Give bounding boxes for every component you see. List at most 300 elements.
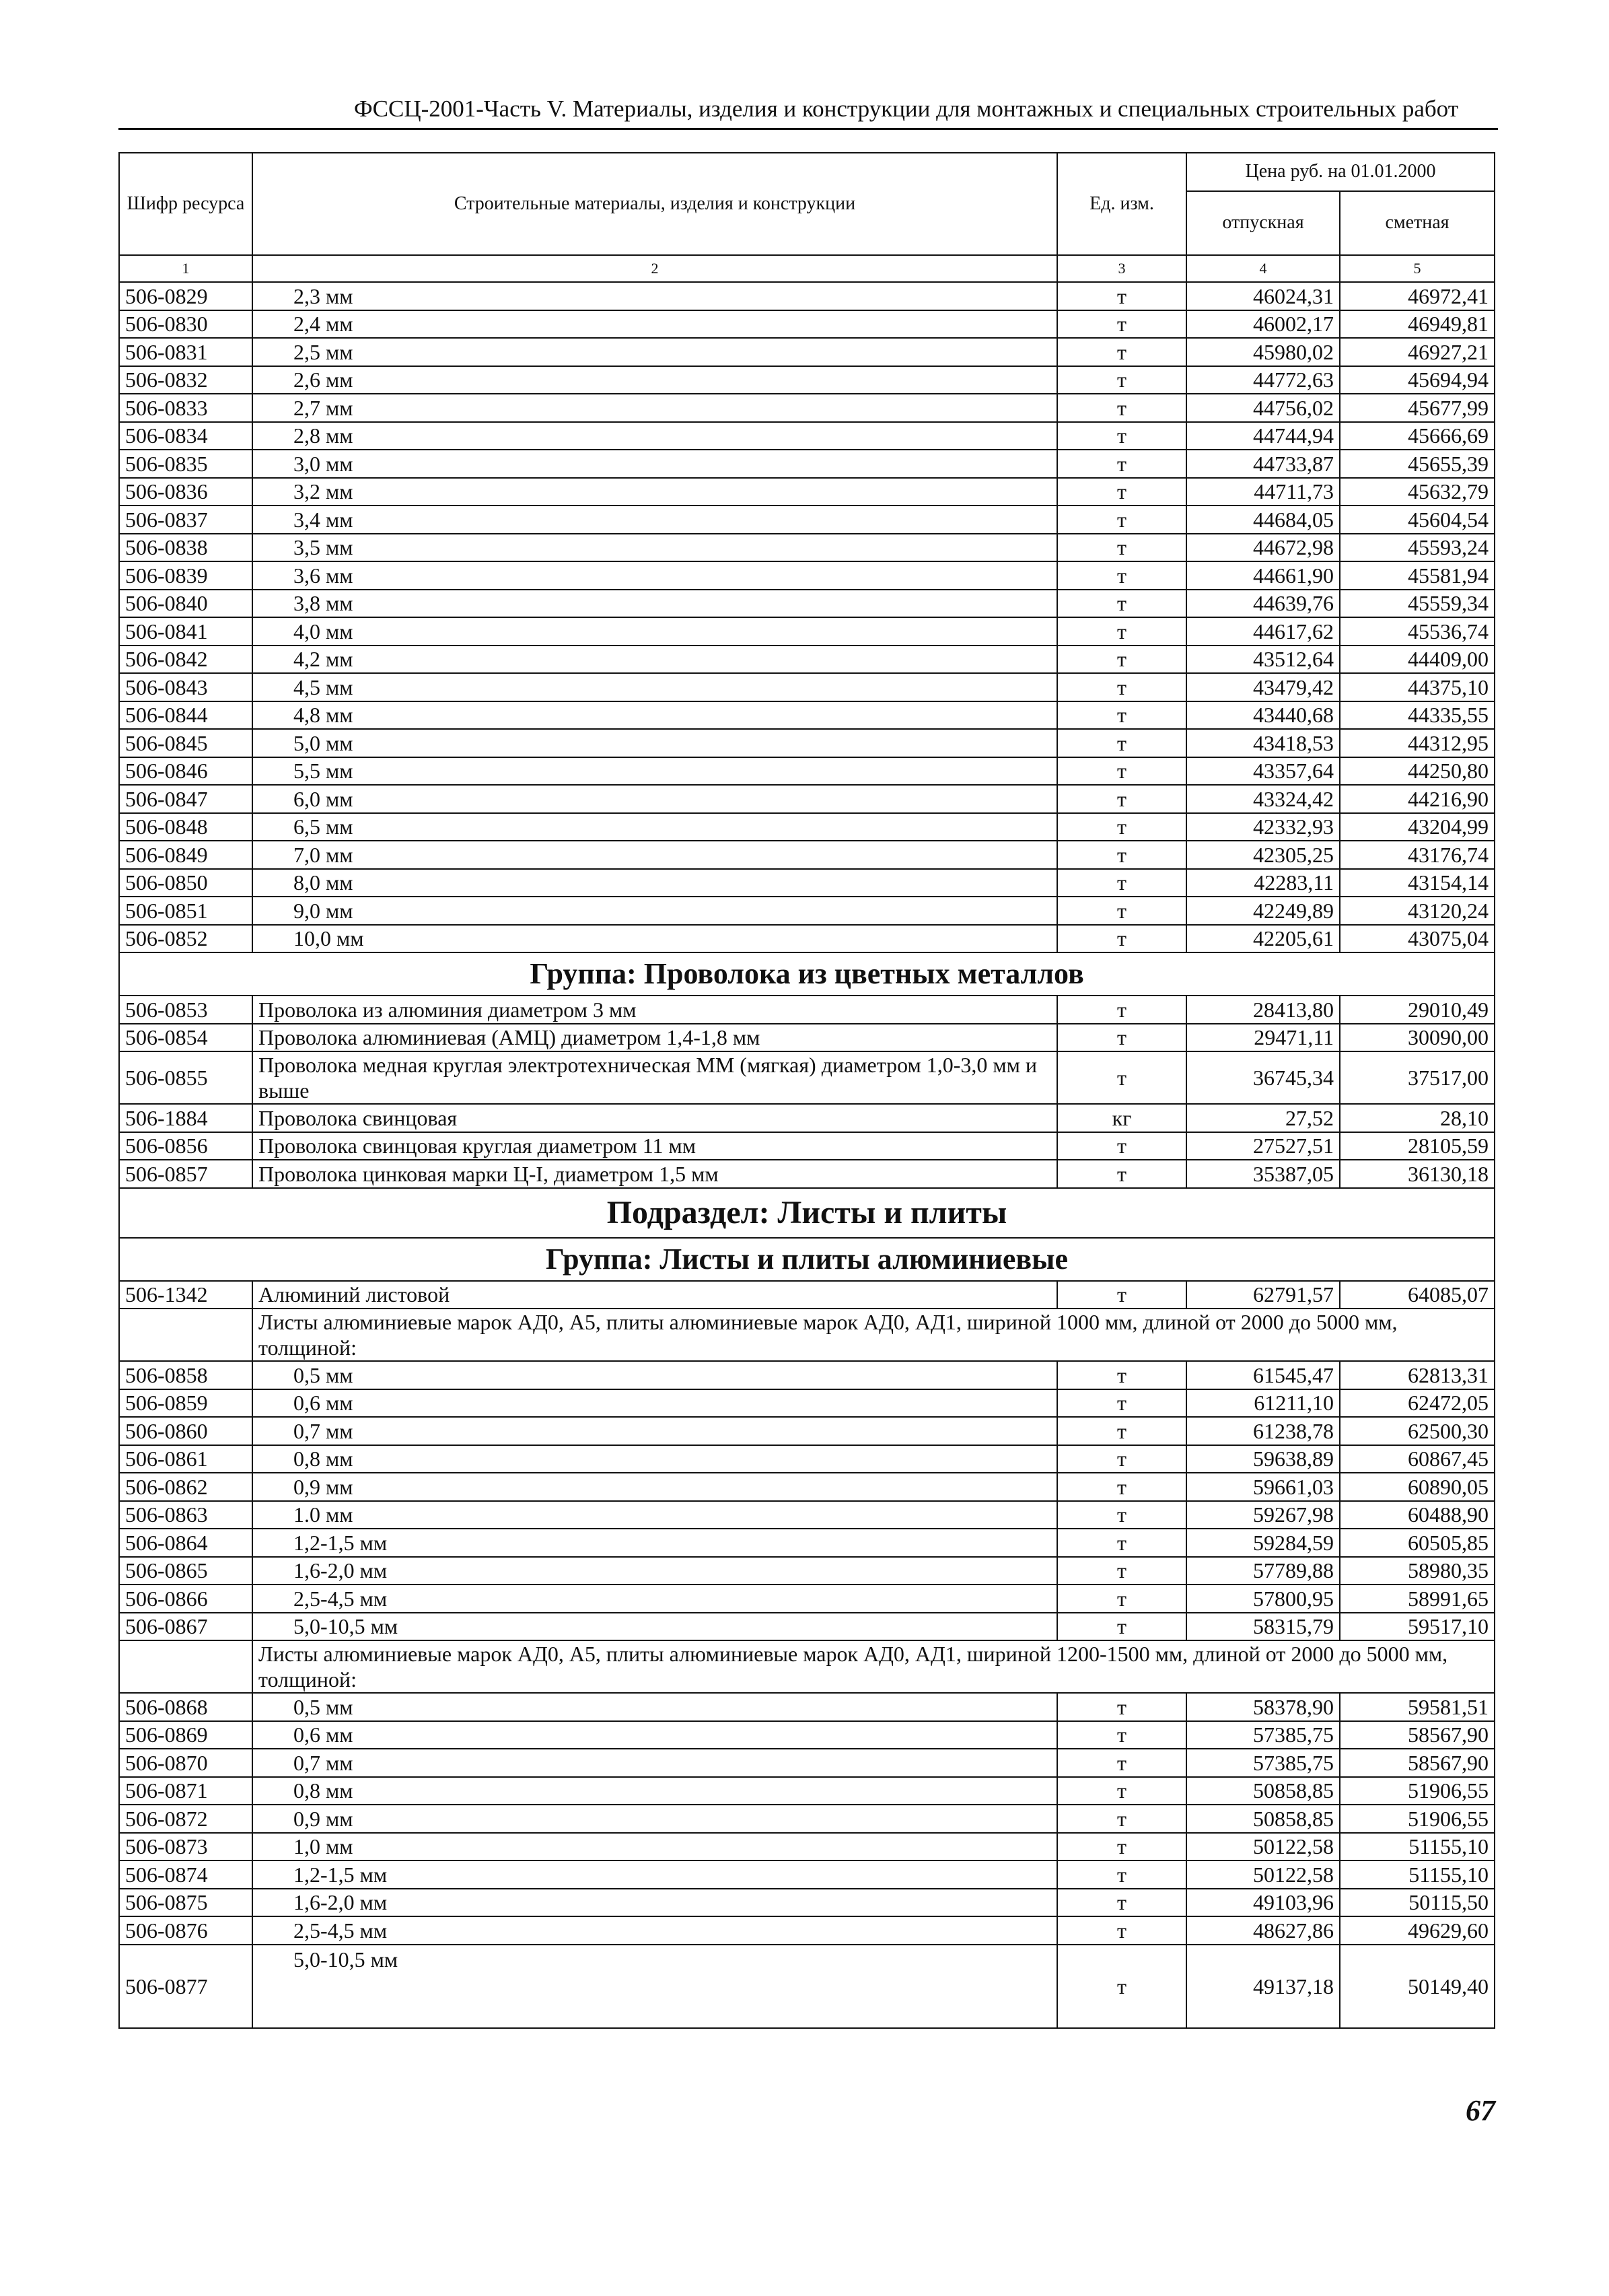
row-price-out: 44639,76: [1186, 590, 1340, 618]
row-price-est: 45632,79: [1340, 478, 1495, 506]
row-name: 0,6 мм: [252, 1721, 1057, 1749]
table-row: [119, 1529, 1495, 1557]
row-code: 506-0859: [119, 1389, 252, 1418]
row-code: 506-0858: [119, 1361, 252, 1389]
row-code: 506-0839: [119, 561, 252, 590]
row-unit: т: [1057, 394, 1186, 422]
row-code: 506-0857: [119, 1160, 252, 1188]
row-unit: кг: [1057, 1104, 1186, 1132]
row-unit: т: [1057, 673, 1186, 701]
row-name: 2,5 мм: [252, 338, 1057, 366]
row-code: 506-0867: [119, 1613, 252, 1641]
row-code: 506-0865: [119, 1557, 252, 1585]
row-name: 0,7 мм: [252, 1749, 1057, 1777]
row-name: 4,5 мм: [252, 673, 1057, 701]
row-price-out: 61211,10: [1186, 1389, 1340, 1418]
row-unit: т: [1057, 1693, 1186, 1721]
col-number: 3: [1057, 255, 1186, 282]
table-row: [119, 673, 1495, 701]
row-price-est: 45593,24: [1340, 534, 1495, 562]
row-price-est: 45604,54: [1340, 506, 1495, 534]
row-price-est: 59581,51: [1340, 1693, 1495, 1721]
row-name: 4,2 мм: [252, 646, 1057, 674]
row-code: 506-0872: [119, 1805, 252, 1833]
row-price-est: 46949,81: [1340, 310, 1495, 339]
col-number: 4: [1186, 255, 1340, 282]
row-price-out: 50122,58: [1186, 1860, 1340, 1889]
row-unit: т: [1057, 841, 1186, 869]
row-price-est: 60505,85: [1340, 1529, 1495, 1557]
rows-sheets-1000: [119, 1361, 1495, 1640]
col-header-unit: Ед. изм.: [1057, 153, 1186, 255]
row-unit: т: [1057, 1833, 1186, 1861]
row-price-out: 44684,05: [1186, 506, 1340, 534]
row-price-out: 44772,63: [1186, 366, 1340, 394]
row-price-est: 62500,30: [1340, 1417, 1495, 1445]
row-unit: т: [1057, 701, 1186, 730]
rows-sheets-1200: [119, 1693, 1495, 1945]
row-unit: т: [1057, 1860, 1186, 1889]
row-price-est: 60488,90: [1340, 1501, 1495, 1529]
row-price-out: 42305,25: [1186, 841, 1340, 869]
row-price-est: 51155,10: [1340, 1833, 1495, 1861]
row-price-out: 42205,61: [1186, 925, 1340, 953]
row-unit: т: [1057, 757, 1186, 786]
row-code: 506-0842: [119, 646, 252, 674]
row-price-est: 45655,39: [1340, 450, 1495, 478]
row-code: 506-0860: [119, 1417, 252, 1445]
row-price-est: 58980,35: [1340, 1557, 1495, 1585]
col-header-name: Строительные материалы, изделия и конструкции: [252, 153, 1057, 255]
row-code: 506-0832: [119, 366, 252, 394]
row-unit: т: [1057, 282, 1186, 310]
row-unit: т: [1057, 590, 1186, 618]
row-name: 2,4 мм: [252, 310, 1057, 339]
table-row: [119, 701, 1495, 730]
row-price-est: 43075,04: [1340, 925, 1495, 953]
row-price-est: 44250,80: [1340, 757, 1495, 786]
row-code: 506-0868: [119, 1693, 252, 1721]
row-code: 506-0854: [119, 1024, 252, 1052]
row-price-out: 44733,87: [1186, 450, 1340, 478]
row-price-out: 43512,64: [1186, 646, 1340, 674]
row-price-out: 29471,11: [1186, 1024, 1340, 1052]
row-price-est: 43154,14: [1340, 869, 1495, 897]
rows-nonferrous-wire: [119, 996, 1495, 1188]
table-row: [119, 590, 1495, 618]
row-unit: т: [1057, 1281, 1186, 1309]
row-price-out: 61545,47: [1186, 1361, 1340, 1389]
row-price-out: 49137,18: [1186, 1945, 1340, 2028]
row-unit: т: [1057, 617, 1186, 646]
row-code: 506-0851: [119, 897, 252, 925]
row-code: 506-0843: [119, 673, 252, 701]
row-unit: т: [1057, 897, 1186, 925]
row-code: 506-0840: [119, 590, 252, 618]
row-code: 506-0861: [119, 1445, 252, 1473]
table-row: [119, 1833, 1495, 1861]
running-header: ФССЦ-2001-Часть V. Материалы, изделия и конструкции для монтажных и специальных строительных работ: [354, 96, 1459, 122]
row-name: 2,8 мм: [252, 422, 1057, 450]
row-code: 506-0853: [119, 996, 252, 1024]
row-price-est: 51906,55: [1340, 1777, 1495, 1805]
row-unit: т: [1057, 1051, 1186, 1104]
group-heading-wire: Группа: Проволока из цветных металлов: [119, 952, 1495, 996]
table-row: [119, 282, 1495, 310]
row-name: Проволока свинцовая: [252, 1104, 1057, 1132]
row-code: 506-0836: [119, 478, 252, 506]
group-heading-sheets: Группа: Листы и плиты алюминиевые: [119, 1238, 1495, 1281]
row-price-est: 28105,59: [1340, 1132, 1495, 1160]
row-price-est: 60890,05: [1340, 1473, 1495, 1501]
row-name: 5,0 мм: [252, 729, 1057, 757]
table-row: [119, 1860, 1495, 1889]
row-price-est: 50115,50: [1340, 1889, 1495, 1917]
table-row: [119, 506, 1495, 534]
row-unit: т: [1057, 925, 1186, 953]
row-name: 0,6 мм: [252, 1389, 1057, 1418]
row-unit: т: [1057, 422, 1186, 450]
row-name: 6,5 мм: [252, 813, 1057, 841]
table-row: [119, 1721, 1495, 1749]
table-row: [119, 338, 1495, 366]
row-price-est: 45677,99: [1340, 394, 1495, 422]
row-name: 8,0 мм: [252, 869, 1057, 897]
row-unit: т: [1057, 506, 1186, 534]
table-row: [119, 1361, 1495, 1389]
row-price-est: 62472,05: [1340, 1389, 1495, 1418]
row-name: 0,9 мм: [252, 1805, 1057, 1833]
row-code: 506-0850: [119, 869, 252, 897]
row-price-est: 44409,00: [1340, 646, 1495, 674]
row-code: 506-0833: [119, 394, 252, 422]
col-number: 5: [1340, 255, 1495, 282]
row-code: 506-1342: [119, 1281, 252, 1309]
row-name: 4,8 мм: [252, 701, 1057, 730]
row-name: Проволока медная круглая электротехническая ММ (мягкая) диаметром 1,0-3,0 мм и выше: [252, 1051, 1057, 1104]
table-row: [119, 1281, 1495, 1309]
row-unit: т: [1057, 869, 1186, 897]
row-unit: т: [1057, 1132, 1186, 1160]
row-price-est: 29010,49: [1340, 996, 1495, 1024]
row-code: 506-0838: [119, 534, 252, 562]
row-price-est: 46972,41: [1340, 282, 1495, 310]
table-row: [119, 478, 1495, 506]
row-code: 506-0864: [119, 1529, 252, 1557]
table-row: [119, 561, 1495, 590]
row-name: 0,8 мм: [252, 1777, 1057, 1805]
page-number: 67: [1466, 2094, 1495, 2127]
row-code: 506-0876: [119, 1916, 252, 1945]
row-unit: т: [1057, 996, 1186, 1024]
table-row: [119, 1473, 1495, 1501]
row-price-est: 45666,69: [1340, 422, 1495, 450]
table-row: [119, 869, 1495, 897]
row-price-out: 57789,88: [1186, 1557, 1340, 1585]
row-unit: т: [1057, 1529, 1186, 1557]
row-price-est: 62813,31: [1340, 1361, 1495, 1389]
table-row: [119, 841, 1495, 869]
row-name: 3,0 мм: [252, 450, 1057, 478]
description-text-2: Листы алюминиевые марок АД0, А5, плиты алюминиевые марок АД0, АД1, шириной 1200-1500 мм, длиной от 2000 до 5000 мм, толщиной:: [252, 1640, 1495, 1693]
row-unit: т: [1057, 1805, 1186, 1833]
table-row: [119, 646, 1495, 674]
row-code: 506-0869: [119, 1721, 252, 1749]
row-name: 1,2-1,5 мм: [252, 1860, 1057, 1889]
row-name: 2,6 мм: [252, 366, 1057, 394]
table-row: [119, 1805, 1495, 1833]
row-code: 506-0830: [119, 310, 252, 339]
table-row: [119, 996, 1495, 1024]
table-row: [119, 1916, 1495, 1945]
table-row: [119, 1945, 1495, 2028]
row-name: 3,2 мм: [252, 478, 1057, 506]
row-name: 0,7 мм: [252, 1417, 1057, 1445]
row-price-out: 50122,58: [1186, 1833, 1340, 1861]
table-row: [119, 310, 1495, 339]
row-code: 506-0849: [119, 841, 252, 869]
row-price-out: 43479,42: [1186, 673, 1340, 701]
row-price-out: 57385,75: [1186, 1749, 1340, 1777]
row-unit: т: [1057, 646, 1186, 674]
row-price-out: 44672,98: [1186, 534, 1340, 562]
table-row: [119, 1777, 1495, 1805]
row-name: 5,0-10,5 мм: [252, 1945, 1057, 2028]
row-price-out: 44617,62: [1186, 617, 1340, 646]
row-code: 506-0871: [119, 1777, 252, 1805]
table-row: [119, 1104, 1495, 1132]
table-row: [119, 394, 1495, 422]
row-code: 506-0866: [119, 1585, 252, 1613]
row-price-out: 57385,75: [1186, 1721, 1340, 1749]
row-name: 6,0 мм: [252, 785, 1057, 813]
row-name: 7,0 мм: [252, 841, 1057, 869]
col-header-price-est: сметная: [1340, 191, 1495, 255]
row-name: 0,5 мм: [252, 1361, 1057, 1389]
col-header-price-out: отпускная: [1186, 191, 1340, 255]
row-name: 2,7 мм: [252, 394, 1057, 422]
row-unit: т: [1057, 1945, 1186, 2028]
row-price-out: 58378,90: [1186, 1693, 1340, 1721]
table-row: [119, 1749, 1495, 1777]
row-unit: т: [1057, 813, 1186, 841]
row-price-out: 59284,59: [1186, 1529, 1340, 1557]
table-row: [119, 1585, 1495, 1613]
row-code: 506-0844: [119, 701, 252, 730]
row-price-out: 42249,89: [1186, 897, 1340, 925]
row-price-out: 59661,03: [1186, 1473, 1340, 1501]
row-code: 506-0874: [119, 1860, 252, 1889]
row-unit: т: [1057, 1916, 1186, 1945]
row-unit: т: [1057, 1721, 1186, 1749]
table-row: [119, 422, 1495, 450]
row-code: 506-0837: [119, 506, 252, 534]
row-unit: т: [1057, 729, 1186, 757]
row-price-out: 43440,68: [1186, 701, 1340, 730]
table-row: [119, 897, 1495, 925]
row-name: 9,0 мм: [252, 897, 1057, 925]
row-unit: т: [1057, 1024, 1186, 1052]
table-row: [119, 1160, 1495, 1188]
row-code: 506-0855: [119, 1051, 252, 1104]
row-price-est: 64085,07: [1340, 1281, 1495, 1309]
row-price-est: 58567,90: [1340, 1721, 1495, 1749]
col-number: 1: [119, 255, 252, 282]
row-code: 506-0835: [119, 450, 252, 478]
row-price-out: 58315,79: [1186, 1613, 1340, 1641]
row-unit: т: [1057, 1585, 1186, 1613]
row-price-out: 44661,90: [1186, 561, 1340, 590]
row-unit: т: [1057, 785, 1186, 813]
row-name: Проволока цинковая марки Ц-I, диаметром 1,5 мм: [252, 1160, 1057, 1188]
row-price-est: 46927,21: [1340, 338, 1495, 366]
row-name: Проволока алюминиевая (АМЦ) диаметром 1,4-1,8 мм: [252, 1024, 1057, 1052]
row-name: 1,6-2,0 мм: [252, 1557, 1057, 1585]
subsection-heading: Подраздел: Листы и плиты: [119, 1188, 1495, 1238]
row-code: 506-0831: [119, 338, 252, 366]
row-price-est: 51155,10: [1340, 1860, 1495, 1889]
table-row: [119, 1693, 1495, 1721]
row-unit: т: [1057, 534, 1186, 562]
row-price-out: 59267,98: [1186, 1501, 1340, 1529]
col-header-code: Шифр ресурса: [119, 153, 252, 255]
row-price-est: 44375,10: [1340, 673, 1495, 701]
row-code: 506-0870: [119, 1749, 252, 1777]
row-price-est: 51906,55: [1340, 1805, 1495, 1833]
row-name: 1,0 мм: [252, 1833, 1057, 1861]
row-code: 506-0856: [119, 1132, 252, 1160]
row-code: 506-0862: [119, 1473, 252, 1501]
row-price-out: 46002,17: [1186, 310, 1340, 339]
table-row: [119, 1613, 1495, 1641]
table-row: [119, 534, 1495, 562]
col-number: 2: [252, 255, 1057, 282]
col-header-price: Цена руб. на 01.01.2000: [1186, 153, 1495, 191]
row-price-est: 45581,94: [1340, 561, 1495, 590]
price-table: [118, 152, 1495, 2029]
row-unit: т: [1057, 310, 1186, 339]
row-unit: т: [1057, 1389, 1186, 1418]
table-row: [119, 785, 1495, 813]
row-unit: т: [1057, 1361, 1186, 1389]
row-price-out: 27,52: [1186, 1104, 1340, 1132]
description-row: [119, 1640, 1495, 1693]
table-row: [119, 1557, 1495, 1585]
row-code: 506-0873: [119, 1833, 252, 1861]
row-unit: т: [1057, 561, 1186, 590]
table-row: [119, 1417, 1495, 1445]
table-row: [119, 757, 1495, 786]
row-name: 10,0 мм: [252, 925, 1057, 953]
row-name: 0,9 мм: [252, 1473, 1057, 1501]
row-price-out: 28413,80: [1186, 996, 1340, 1024]
rows-wire-sizes: [119, 282, 1495, 952]
row-name: 2,3 мм: [252, 282, 1057, 310]
row-price-out: 59638,89: [1186, 1445, 1340, 1473]
row-unit: т: [1057, 1445, 1186, 1473]
row-name: 5,0-10,5 мм: [252, 1613, 1057, 1641]
description-row: [119, 1309, 1495, 1361]
row-code: 506-0834: [119, 422, 252, 450]
table-row: [119, 450, 1495, 478]
row-code: 506-0845: [119, 729, 252, 757]
row-unit: т: [1057, 1501, 1186, 1529]
row-price-out: 43357,64: [1186, 757, 1340, 786]
row-code: 506-0847: [119, 785, 252, 813]
row-name: Проволока свинцовая круглая диаметром 11 мм: [252, 1132, 1057, 1160]
row-price-est: 50149,40: [1340, 1945, 1495, 2028]
row-price-est: 45559,34: [1340, 590, 1495, 618]
row-price-out: 43324,42: [1186, 785, 1340, 813]
row-price-est: 60867,45: [1340, 1445, 1495, 1473]
row-name: Проволока из алюминия диаметром 3 мм: [252, 996, 1057, 1024]
row-unit: т: [1057, 1777, 1186, 1805]
row-price-est: 45694,94: [1340, 366, 1495, 394]
table-row: [119, 1501, 1495, 1529]
row-price-est: 28,10: [1340, 1104, 1495, 1132]
row-name: Алюминий листовой: [252, 1281, 1057, 1309]
table-row: [119, 729, 1495, 757]
row-price-out: 45980,02: [1186, 338, 1340, 366]
row-price-est: 44312,95: [1340, 729, 1495, 757]
row-unit: т: [1057, 450, 1186, 478]
row-price-est: 37517,00: [1340, 1051, 1495, 1104]
row-price-est: 44335,55: [1340, 701, 1495, 730]
row-code: 506-0875: [119, 1889, 252, 1917]
table-row: [119, 925, 1495, 953]
row-price-est: 43120,24: [1340, 897, 1495, 925]
table-row: [119, 813, 1495, 841]
row-price-out: 43418,53: [1186, 729, 1340, 757]
row-unit: т: [1057, 1473, 1186, 1501]
row-price-est: 58991,65: [1340, 1585, 1495, 1613]
row-price-out: 49103,96: [1186, 1889, 1340, 1917]
row-price-out: 44711,73: [1186, 478, 1340, 506]
row-unit: т: [1057, 1889, 1186, 1917]
row-code: 506-0829: [119, 282, 252, 310]
row-name: 3,4 мм: [252, 506, 1057, 534]
description-text-1: Листы алюминиевые марок АД0, А5, плиты алюминиевые марок АД0, АД1, шириной 1000 мм, длиной от 2000 до 5000 мм, толщиной:: [252, 1309, 1495, 1361]
row-price-out: 62791,57: [1186, 1281, 1340, 1309]
row-price-est: 49629,60: [1340, 1916, 1495, 1945]
row-price-est: 58567,90: [1340, 1749, 1495, 1777]
row-price-out: 44744,94: [1186, 422, 1340, 450]
row-code: 506-0863: [119, 1501, 252, 1529]
table-row: [119, 1889, 1495, 1917]
row-unit: т: [1057, 1613, 1186, 1641]
row-unit: т: [1057, 1417, 1186, 1445]
row-name: 1,6-2,0 мм: [252, 1889, 1057, 1917]
row-price-out: 35387,05: [1186, 1160, 1340, 1188]
row-price-out: 50858,85: [1186, 1777, 1340, 1805]
row-name: 0,8 мм: [252, 1445, 1057, 1473]
row-price-out: 42332,93: [1186, 813, 1340, 841]
row-name: 5,5 мм: [252, 757, 1057, 786]
row-name: 0,5 мм: [252, 1693, 1057, 1721]
row-price-est: 36130,18: [1340, 1160, 1495, 1188]
row-price-est: 45536,74: [1340, 617, 1495, 646]
row-price-out: 48627,86: [1186, 1916, 1340, 1945]
table-row: [119, 366, 1495, 394]
row-code: 506-1884: [119, 1104, 252, 1132]
table-row: [119, 617, 1495, 646]
row-price-out: 44756,02: [1186, 394, 1340, 422]
table-row: [119, 1132, 1495, 1160]
row-unit: т: [1057, 366, 1186, 394]
row-price-out: 27527,51: [1186, 1132, 1340, 1160]
table-row: [119, 1051, 1495, 1104]
row-name: 4,0 мм: [252, 617, 1057, 646]
